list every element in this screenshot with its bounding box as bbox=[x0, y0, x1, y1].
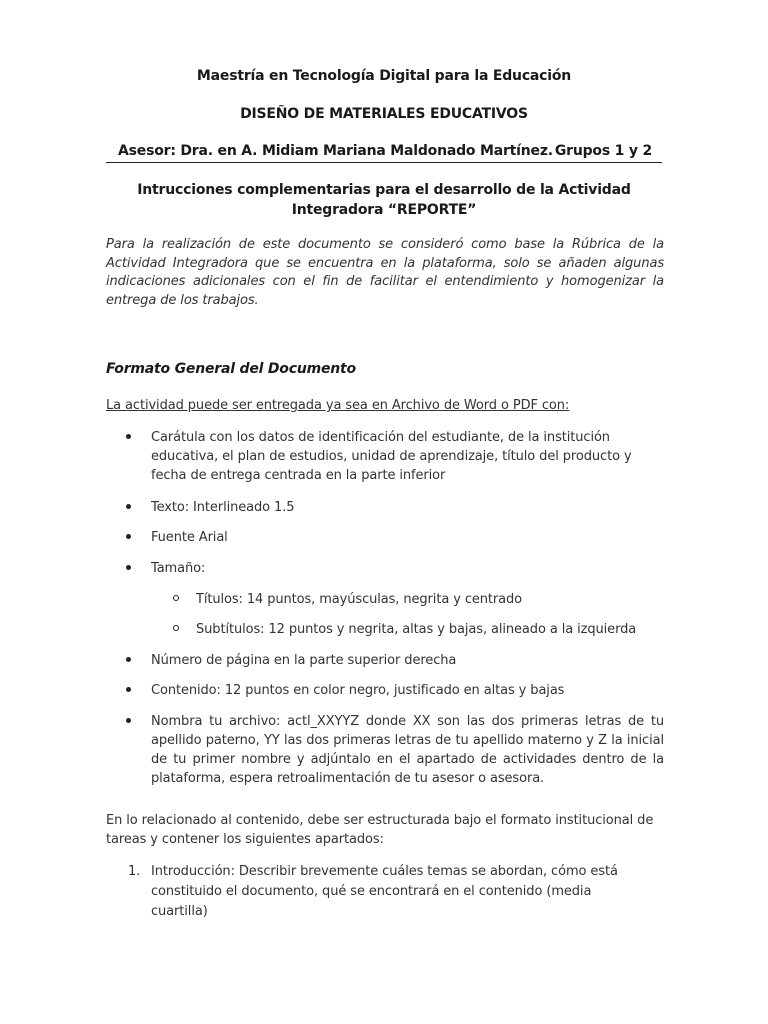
sub-list-item-text: Títulos: 14 puntos, mayúsculas, negrita y centrado bbox=[196, 592, 523, 607]
bullet-icon bbox=[126, 565, 131, 570]
advisor-row bbox=[106, 143, 662, 163]
circle-bullet-icon bbox=[173, 625, 179, 631]
bullet-icon bbox=[126, 687, 131, 692]
intro-paragraph: Para la realización de este documento se consideró como base la Rúbrica de la Actividad Integradora que se encuentra en la plataforma, solo se añaden algunas indicaciones adicionales con el fin de facilitar el entendimiento y homogenizar la entrega de los trabajos. bbox=[106, 237, 664, 308]
circle-bullet-icon bbox=[173, 595, 179, 601]
course-title: DISEÑO DE MATERIALES EDUCATIVOS bbox=[240, 106, 528, 122]
program-title: Maestría en Tecnología Digital para la Educación bbox=[196, 68, 572, 84]
bullet-icon bbox=[126, 718, 131, 723]
list-item-text: Carátula con los datos de identificación del estudiante, de la institución educativa, el plan de estudios, unidad de aprendizaje, título del producto y fecha de entrega centrada en la parte inferior bbox=[151, 430, 632, 483]
instructions-title: Intrucciones complementarias para el desarrollo de la Actividad Integradora “REPORTE” bbox=[137, 182, 631, 218]
list-item-text: Introducción: Describir brevemente cuáles temas se abordan, cómo está constituido el documento, qué se encontrará en el contenido (media cuartilla) bbox=[151, 864, 618, 919]
list-item-text: Tamaño: bbox=[151, 561, 206, 576]
list-item-text: Contenido: 12 puntos en color negro, justificado en altas y bajas bbox=[151, 683, 565, 698]
format-section-title: Formato General del Documento bbox=[106, 361, 356, 377]
advisor-name: Asesor: Dra. en A. Midiam Mariana Maldonado Martínez. bbox=[118, 143, 553, 159]
groups-label: Grupos 1 y 2 bbox=[554, 143, 652, 159]
format-lead-line: La actividad puede ser entregada ya sea en Archivo de Word o PDF con: bbox=[106, 398, 570, 413]
bullet-icon bbox=[126, 657, 131, 662]
bullet-icon bbox=[126, 504, 131, 509]
list-item-text: Nombra tu archivo: actl_XXYYZ donde XX son las dos primeras letras de tu apellido paterno, YY las dos primeras letras de tu apellido materno y Z la inicial de tu primer nombre y adjúntalo en el apartado de actividades dentro de la plataforma, espera retroalimentación de tu asesor o asesora. bbox=[151, 714, 664, 786]
bullet-icon bbox=[126, 534, 131, 539]
list-item-number: 1. bbox=[128, 864, 141, 879]
list-item-text: Texto: Interlineado 1.5 bbox=[151, 500, 295, 515]
content-paragraph: En lo relacionado al contenido, debe ser estructurada bajo el formato institucional de tareas y contener los siguientes apartados: bbox=[106, 813, 654, 847]
sub-list-item-text: Subtítulos: 12 puntos y negrita, altas y bajas, alineado a la izquierda bbox=[196, 622, 637, 637]
list-item-text: Fuente Arial bbox=[151, 530, 228, 545]
list-item-text: Número de página en la parte superior derecha bbox=[151, 653, 457, 668]
bullet-icon bbox=[126, 434, 131, 439]
